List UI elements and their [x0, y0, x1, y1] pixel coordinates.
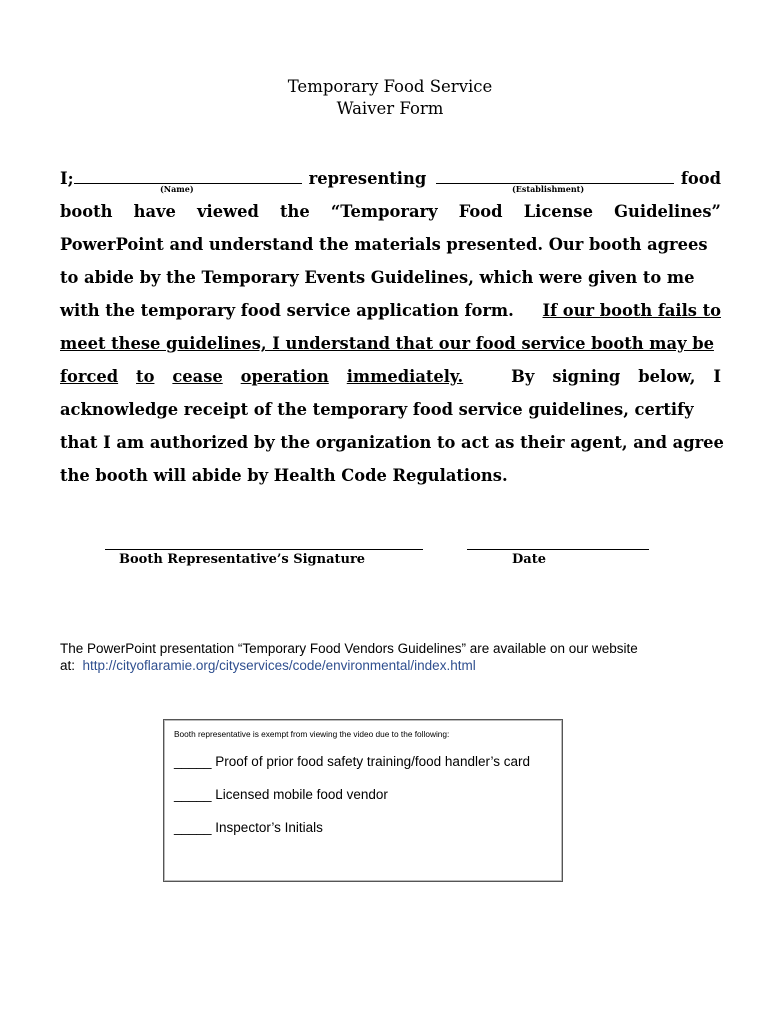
statement-line-2: [60, 195, 721, 228]
word: License: [523, 202, 593, 221]
statement-line-4: to abide by the Temporary Events Guidelines, which were given to me: [60, 268, 695, 287]
establishment-label: (Establishment): [512, 184, 585, 194]
title-line-2: Waiver Form: [336, 99, 444, 118]
statement-food: food: [680, 169, 721, 188]
word: forced: [60, 367, 119, 386]
statement-line-6: meet these guidelines, I understand that our food service booth may be: [60, 334, 714, 353]
statement-underlined: If our booth fails to: [542, 301, 721, 320]
word: have: [133, 202, 176, 221]
statement-line-10: the booth will abide by Health Code Regulations.: [60, 466, 508, 485]
statement-line-3: PowerPoint and understand the materials presented. Our booth agrees: [60, 235, 708, 254]
word: cease: [172, 367, 223, 386]
title-line-1: Temporary Food Service: [287, 77, 493, 96]
statement-representing: representing: [308, 169, 427, 188]
form-title: [0, 76, 770, 120]
exemption-item-training[interactable]: _____ Proof of prior food safety training/food handler’s card: [174, 754, 530, 769]
word: below,: [638, 367, 696, 386]
word: viewed: [197, 202, 259, 221]
statement-text: with the temporary food service application form.: [60, 301, 514, 320]
powerpoint-text: The PowerPoint presentation “Temporary Food Vendors Guidelines” are available on our website: [60, 641, 638, 656]
word: booth: [60, 202, 113, 221]
word: Food: [458, 202, 503, 221]
signature-label: Booth Representative’s Signature: [119, 552, 366, 567]
name-label: (Name): [160, 184, 194, 194]
date-label: Date: [512, 552, 546, 567]
website-link[interactable]: http://cityoflaramie.org/cityservices/code/environmental/index.html: [82, 658, 476, 673]
statement-i: I;: [60, 169, 74, 188]
powerpoint-notice: [60, 640, 740, 674]
word: operation: [240, 367, 329, 386]
establishment-field[interactable]: [436, 166, 674, 184]
statement-line-5: [60, 294, 721, 327]
name-field[interactable]: [74, 166, 302, 184]
statement-line-7: [60, 360, 721, 393]
signature-line[interactable]: [105, 549, 423, 550]
word: By: [511, 367, 535, 386]
word: signing: [552, 367, 621, 386]
waiver-statement: [60, 162, 724, 492]
statement-line-8: acknowledge receipt of the temporary food service guidelines, certify: [60, 400, 694, 419]
word: immediately.: [346, 367, 464, 386]
word: the: [280, 202, 310, 221]
word: Guidelines”: [614, 202, 721, 221]
powerpoint-at: at:: [60, 658, 76, 673]
word: I: [713, 367, 721, 386]
exemption-box: [163, 719, 563, 882]
statement-line-9: that I am authorized by the organization to act as their agent, and agree: [60, 433, 724, 452]
exemption-item-inspector-initials[interactable]: _____ Inspector’s Initials: [174, 820, 323, 835]
word: “Temporary: [330, 202, 438, 221]
exemption-item-mobile-vendor[interactable]: _____ Licensed mobile food vendor: [174, 787, 388, 802]
word: to: [136, 367, 155, 386]
date-line[interactable]: [467, 549, 649, 550]
exemption-heading: Booth representative is exempt from viewing the video due to the following:: [174, 729, 450, 739]
